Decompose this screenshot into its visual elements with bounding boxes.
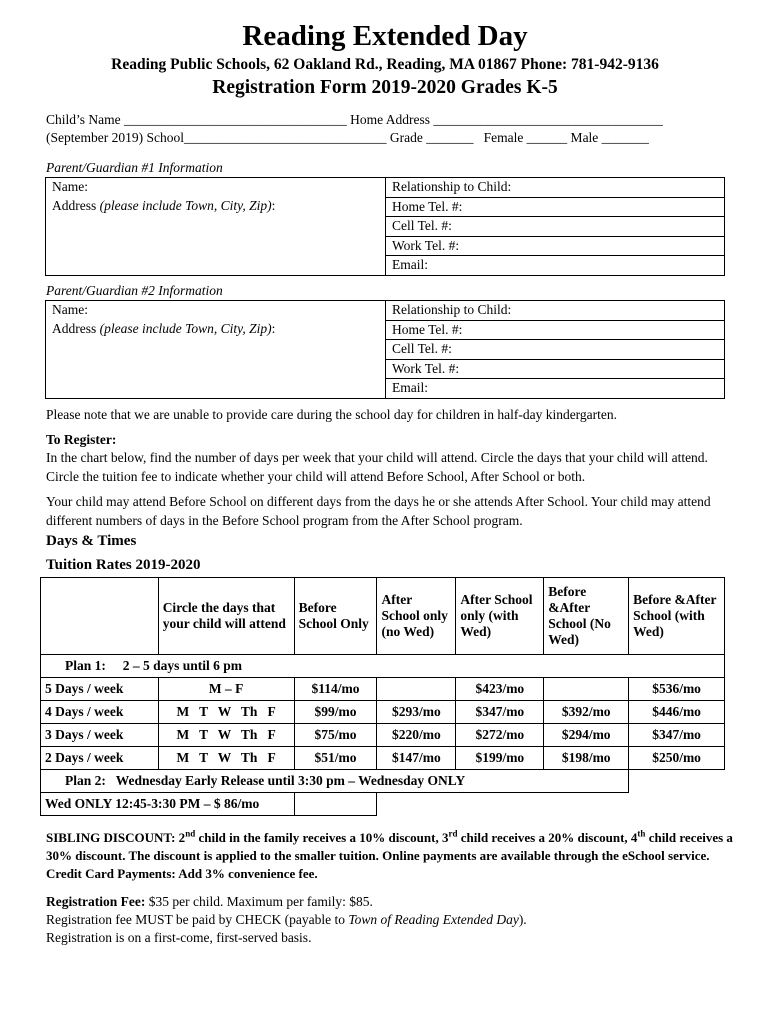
plan2-blank [629, 770, 725, 793]
guardian1-table [45, 177, 725, 276]
plan1-row [41, 655, 725, 678]
wed-only-empty [377, 793, 725, 816]
fee-after-no-wed[interactable]: $147/mo [377, 747, 456, 770]
tuition-heading: Tuition Rates 2019-2020 [46, 557, 201, 573]
fee-after-wed[interactable]: $272/mo [456, 724, 544, 747]
header-circle-days: Circle the days that your child will attend [158, 578, 294, 655]
to-register-body: In the chart below, find the number of days per week that your child will attend. Circle the days that your child will attend. Circle the tuition fee to indicate whether your child will attend Before School, After School or both. [46, 450, 708, 484]
table-header-blank [41, 578, 159, 655]
fee-after-no-wed[interactable]: $293/mo [377, 701, 456, 724]
row-label: 5 Days / week [41, 678, 159, 701]
child-name-line[interactable]: Child’s Name _________________________________ Home Address __________________________________ [46, 112, 663, 127]
table-row [41, 701, 725, 724]
fee-both-wed[interactable]: $250/mo [629, 747, 725, 770]
form-title: Registration Form 2019-2020 Grades K-5 [212, 77, 558, 98]
guardian1-relationship-field[interactable]: Relationship to Child: [386, 178, 724, 198]
fee-before[interactable]: $114/mo [294, 678, 377, 701]
school-address: Reading Public Schools, 62 Oakland Rd., Reading, MA 01867 Phone: 781-942-9136 [111, 56, 659, 73]
table-row [41, 724, 725, 747]
kindergarten-note: Please note that we are unable to provide care during the school day for children in half-day kindergarten. [46, 407, 618, 422]
registration-fee: Registration Fee: $35 per child. Maximum per family: $85. Registration fee MUST be paid by CHECK (payable to Town of Reading Extended Day). Registration is on a first-come, first-served basis. [46, 894, 527, 945]
days-circle[interactable]: M T W Th F [158, 747, 294, 770]
guardian1-cell-tel-field[interactable]: Cell Tel. #: [386, 217, 724, 237]
header-both-with-wed: Before &After School (with Wed) [629, 578, 725, 655]
table-row [41, 747, 725, 770]
guardian1-heading: Parent/Guardian #1 Information [46, 160, 223, 175]
fee-after-wed[interactable]: $423/mo [456, 678, 544, 701]
fee-before[interactable]: $51/mo [294, 747, 377, 770]
header-after-with-wed: After School only (with Wed) [456, 578, 544, 655]
header-both-no-wed: Before &After School (No Wed) [544, 578, 629, 655]
guardian2-email-field[interactable]: Email: [392, 380, 428, 395]
guardian2-home-tel-field[interactable]: Home Tel. #: [386, 321, 724, 341]
days-circle[interactable]: M T W Th F [158, 724, 294, 747]
guardian2-address-field[interactable]: Address (please include Town, City, Zip): [52, 320, 276, 336]
guardian1-home-tel-field[interactable]: Home Tel. #: [386, 198, 724, 218]
first-come-note: Registration is on a first-come, first-served basis. [46, 930, 312, 945]
guardian2-heading: Parent/Guardian #2 Information [46, 283, 223, 298]
fee-both-no-wed[interactable]: $198/mo [544, 747, 629, 770]
fee-before[interactable]: $99/mo [294, 701, 377, 724]
guardian2-relationship-field[interactable]: Relationship to Child: [386, 301, 724, 321]
fee-label: Registration Fee: [46, 894, 146, 909]
before-after-note: Your child may attend Before School on different days from the days he or she attends After School. Your child may attend different numbers of days in the Before School program from the After School program. [46, 494, 711, 528]
header-after-no-wed: After School only (no Wed) [377, 578, 456, 655]
guardian2-name-field[interactable]: Name: [52, 302, 88, 317]
row-label: 2 Days / week [41, 747, 159, 770]
guardian2-work-tel-field[interactable]: Work Tel. #: [386, 360, 724, 380]
school-grade-line[interactable]: (September 2019) School______________________________ Grade _______ Female ______ Male _______ [46, 130, 649, 145]
fee-amount: $35 per child. Maximum per family: $85. [145, 894, 373, 909]
fee-before[interactable]: $75/mo [294, 724, 377, 747]
guardian1-email-field[interactable]: Email: [392, 257, 428, 272]
fee-both-no-wed[interactable]: $392/mo [544, 701, 629, 724]
row-label: 4 Days / week [41, 701, 159, 724]
wed-only-blank [294, 793, 377, 816]
fee-after-wed[interactable]: $347/mo [456, 701, 544, 724]
fee-after-wed[interactable]: $199/mo [456, 747, 544, 770]
fee-after-no-wed[interactable] [377, 678, 456, 701]
plan2-label: Plan 2: Wednesday Early Release until 3:30 pm – Wednesday ONLY [41, 770, 629, 793]
plan2-row [41, 770, 725, 793]
fee-both-wed[interactable]: $446/mo [629, 701, 725, 724]
fee-both-no-wed[interactable] [544, 678, 629, 701]
days-times-heading: Days & Times [46, 533, 137, 549]
fee-both-wed[interactable]: $347/mo [629, 724, 725, 747]
check-payee: Town of Reading Extended Day [348, 912, 519, 927]
guardian2-table [45, 300, 725, 399]
days-circle[interactable]: M T W Th F [158, 701, 294, 724]
guardian2-cell-tel-field[interactable]: Cell Tel. #: [386, 340, 724, 360]
sibling-discount: SIBLING DISCOUNT: 2nd child in the family receives a 10% discount, 3rd child receives a 20% discount, 4th child receives a 30% discount. The discount is applied to the smaller tuition. Online payments are available through the eSchool service. Credit Card Payments: Add 3% convenience fee. [46, 828, 733, 881]
tuition-table [40, 577, 725, 816]
document-title: Reading Extended Day [242, 20, 528, 52]
fee-after-no-wed[interactable]: $220/mo [377, 724, 456, 747]
wed-only-label[interactable]: Wed ONLY 12:45-3:30 PM – $ 86/mo [41, 793, 295, 816]
table-row [41, 678, 725, 701]
row-label: 3 Days / week [41, 724, 159, 747]
to-register-heading: To Register: [46, 432, 117, 447]
fee-both-no-wed[interactable]: $294/mo [544, 724, 629, 747]
guardian1-work-tel-field[interactable]: Work Tel. #: [386, 237, 724, 257]
header-before-only: Before School Only [294, 578, 377, 655]
fee-both-wed[interactable]: $536/mo [629, 678, 725, 701]
wed-only-row [41, 793, 725, 816]
days-circle[interactable]: M – F [158, 678, 294, 701]
plan1-label: Plan 1: 2 – 5 days until 6 pm [41, 655, 725, 678]
guardian1-name-field[interactable]: Name: [52, 179, 88, 194]
guardian1-address-field[interactable]: Address (please include Town, City, Zip): [52, 197, 276, 213]
table-header-row [41, 578, 725, 655]
